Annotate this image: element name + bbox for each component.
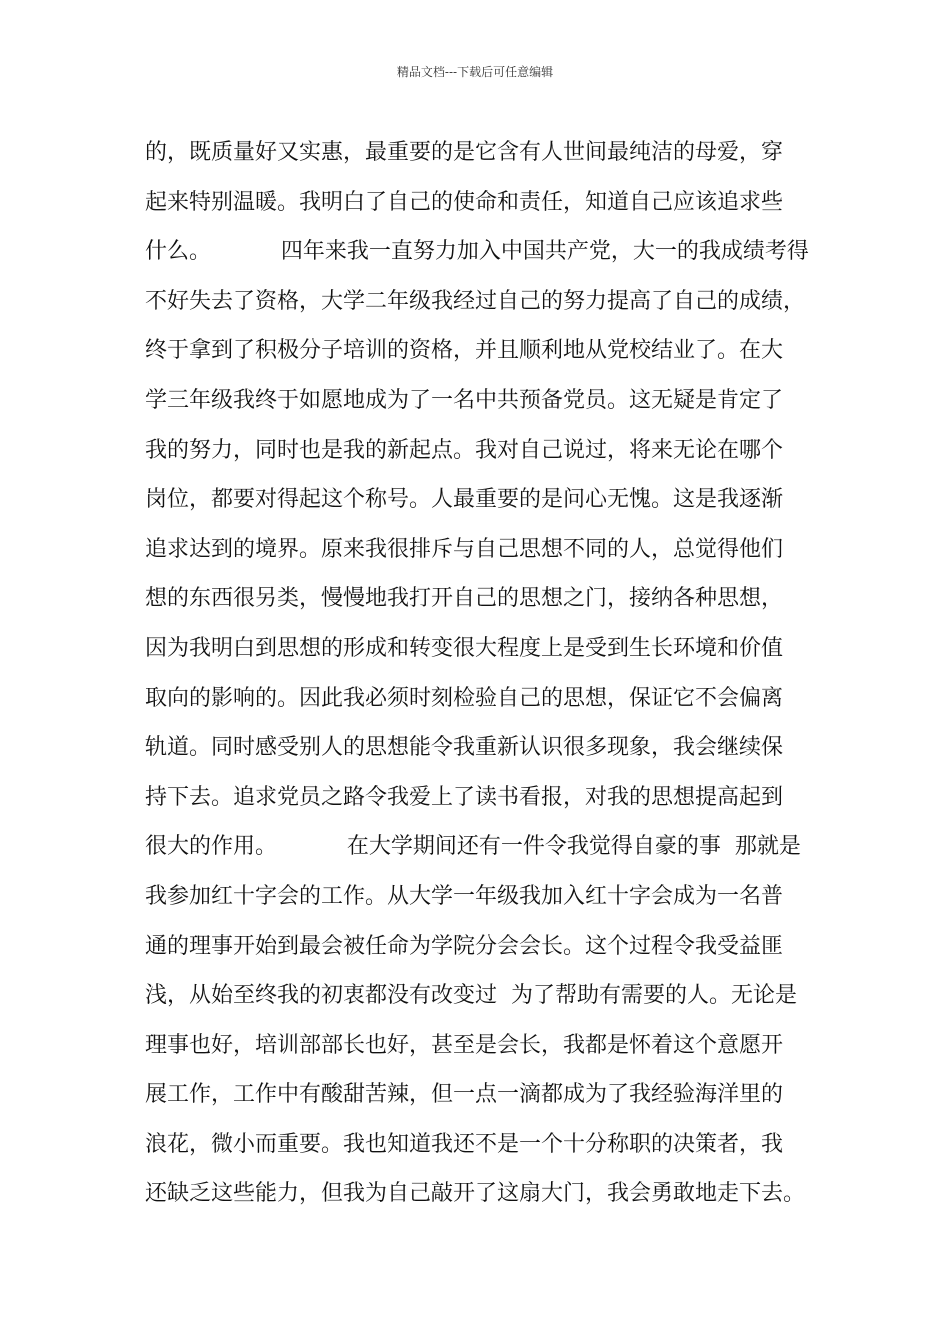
text-line: 很大的作用。 在大学期间还有一件令我觉得自豪的事 那就是 [145, 834, 801, 860]
text-line: 还缺乏这些能力，但我为自己敲开了这扇大门，我会勇敢地走下去。 [145, 1181, 806, 1207]
text-line: 持下去。追求党员之路令我爱上了读书看报，对我的思想提高起到 [145, 784, 784, 810]
text-line: 我的努力，同时也是我的新起点。我对自己说过，将来无论在哪个 [145, 437, 784, 463]
text-line: 的，既质量好又实惠，最重要的是它含有人世间最纯洁的母爱，穿 [145, 140, 784, 165]
text-line: 学三年级我终于如愿地成为了一名中共预备党员。这无疑是肯定了 [145, 387, 784, 413]
text-line: 浅，从始至终我的初衷都没有改变过 为了帮助有需要的人。无论是 [145, 983, 797, 1009]
text-line: 终于拿到了积极分子培训的资格，并且顺利地从党校结业了。在大 [145, 338, 784, 364]
text-line: 不好失去了资格，大学二年级我经过自己的努力提高了自己的成绩， [145, 288, 806, 314]
text-line: 展工作，工作中有酸甜苦辣，但一点一滴都成为了我经验海洋里的 [145, 1082, 784, 1108]
text-line: 起来特别温暖。我明白了自己的使命和责任，知道自己应该追求些 [145, 189, 784, 215]
document-body [145, 128, 845, 1219]
text-line: 轨道。同时感受别人的思想能令我重新认识很多现象，我会继续保 [145, 735, 784, 761]
text-line: 我参加红十字会的工作。从大学一年级我加入红十字会成为一名普 [145, 883, 784, 909]
text-line: 通的理事开始到最会被任命为学院分会会长。这个过程令我受益匪 [145, 933, 784, 959]
page-header: 精品文档---下载后可任意编辑 [396, 65, 554, 79]
text-line: 因为我明白到思想的形成和转变很大程度上是受到生长环境和价值 [145, 635, 784, 661]
text-line: 追求达到的境界。原来我很排斥与自己思想不同的人，总觉得他们 [145, 536, 784, 562]
text-line: 什么。 四年来我一直努力加入中国共产党，大一的我成绩考得 [145, 239, 809, 265]
text-line: 想的东西很另类，慢慢地我打开自己的思想之门，接纳各种思想， [145, 586, 784, 612]
text-line: 取向的影响的。因此我必须时刻检验自己的思想，保证它不会偏离 [145, 685, 784, 711]
text-line: 浪花，微小而重要。我也知道我还不是一个十分称职的决策者，我 [145, 1131, 784, 1157]
text-line: 岗位，都要对得起这个称号。人最重要的是问心无愧。这是我逐渐 [145, 487, 784, 513]
text-line: 理事也好，培训部部长也好，甚至是会长，我都是怀着这个意愿开 [145, 1032, 784, 1058]
